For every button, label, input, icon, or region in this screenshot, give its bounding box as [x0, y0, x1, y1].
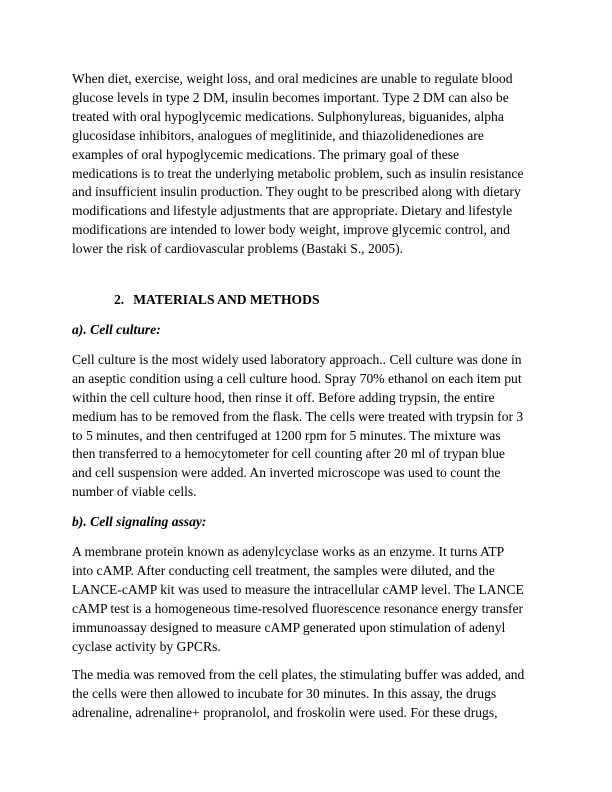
text-line: The media was removed from the cell plates, the stimulating buffer was added, and — [72, 667, 525, 683]
text-line: number of viable cells. — [72, 484, 197, 500]
text-line: to 5 minutes, and then centrifuged at 1200 rpm for 5 minutes. The mixture was — [72, 427, 501, 443]
text-line: modifications are intended to lower body weight, improve glycemic control, and — [72, 222, 510, 238]
text-line: lower the risk of cardiovascular problems (Bastaki S., 2005). — [72, 241, 404, 257]
text-line: LANCE-cAMP kit was used to measure the intracellular cAMP level. The LANCE — [72, 581, 524, 597]
cell-signaling-heading: b). Cell signaling assay: — [72, 514, 207, 530]
text-line: medications is to treat the underlying metabolic problem, such as insulin resistance — [72, 165, 524, 181]
intro-paragraph — [72, 70, 544, 259]
text-line: cAMP test is a homogeneous time-resolved fluorescence resonance energy transfer — [72, 600, 524, 616]
cell-culture-heading: a). Cell culture: — [72, 321, 161, 337]
text-line: modifications and lifestyle adjustments that are appropriate. Dietary and lifestyle — [72, 203, 513, 219]
text-line: cyclase activity by GPCRs. — [72, 638, 221, 654]
text-line: adrenaline, adrenaline+ propranolol, and froskolin were used. For these drugs, — [72, 705, 498, 721]
cell-culture-paragraph — [72, 351, 544, 502]
text-line: medium has to be removed from the flask. The cells were treated with trypsin for 3 — [72, 408, 524, 424]
text-line: within the cell culture hood, then rinse it off. Before adding trypsin, the entire — [72, 389, 495, 405]
cell-signaling-paragraph-1 — [72, 543, 544, 656]
text-line: treated with oral hypoglycemic medications. Sulphonylureas, biguanides, alpha — [72, 108, 504, 124]
text-line: into cAMP. After conducting cell treatment, the samples were diluted, and the — [72, 562, 495, 578]
text-line: an aseptic condition using a cell culture hood. Spray 70% ethanol on each item put — [72, 370, 522, 386]
text-line: immunoassay designed to measure cAMP generated upon stimulation of adenyl — [72, 619, 506, 635]
text-line: When diet, exercise, weight loss, and oral medicines are unable to regulate blood — [72, 71, 513, 86]
text-line: glucosidase inhibitors, analogues of meglitinide, and thiazolidenediones are — [72, 127, 484, 143]
text-line: then transferred to a hemocytometer for cell counting after 20 ml of trypan blue — [72, 446, 505, 462]
text-line: and insufficient insulin production. They ought to be prescribed along with dietary — [72, 184, 521, 200]
text-line: glucose levels in type 2 DM, insulin becomes important. Type 2 DM can also be — [72, 89, 509, 105]
text-line: examples of oral hypoglycemic medications. The primary goal of these — [72, 146, 460, 162]
text-line: A membrane protein known as adenylcyclase works as an enzyme. It turns ATP — [72, 544, 505, 560]
cell-signaling-paragraph-2 — [72, 666, 544, 723]
section-heading — [114, 291, 544, 310]
text-line: and cell suspension were added. An inverted microscope was used to count the — [72, 465, 501, 481]
section-title: MATERIALS AND METHODS — [133, 292, 320, 308]
text-line: Cell culture is the most widely used laboratory approach.. Cell culture was done in — [72, 351, 522, 367]
section-number: 2. — [114, 292, 125, 308]
document-page — [72, 70, 544, 723]
text-line: the cells were then allowed to incubate for 30 minutes. In this assay, the drugs — [72, 686, 497, 702]
